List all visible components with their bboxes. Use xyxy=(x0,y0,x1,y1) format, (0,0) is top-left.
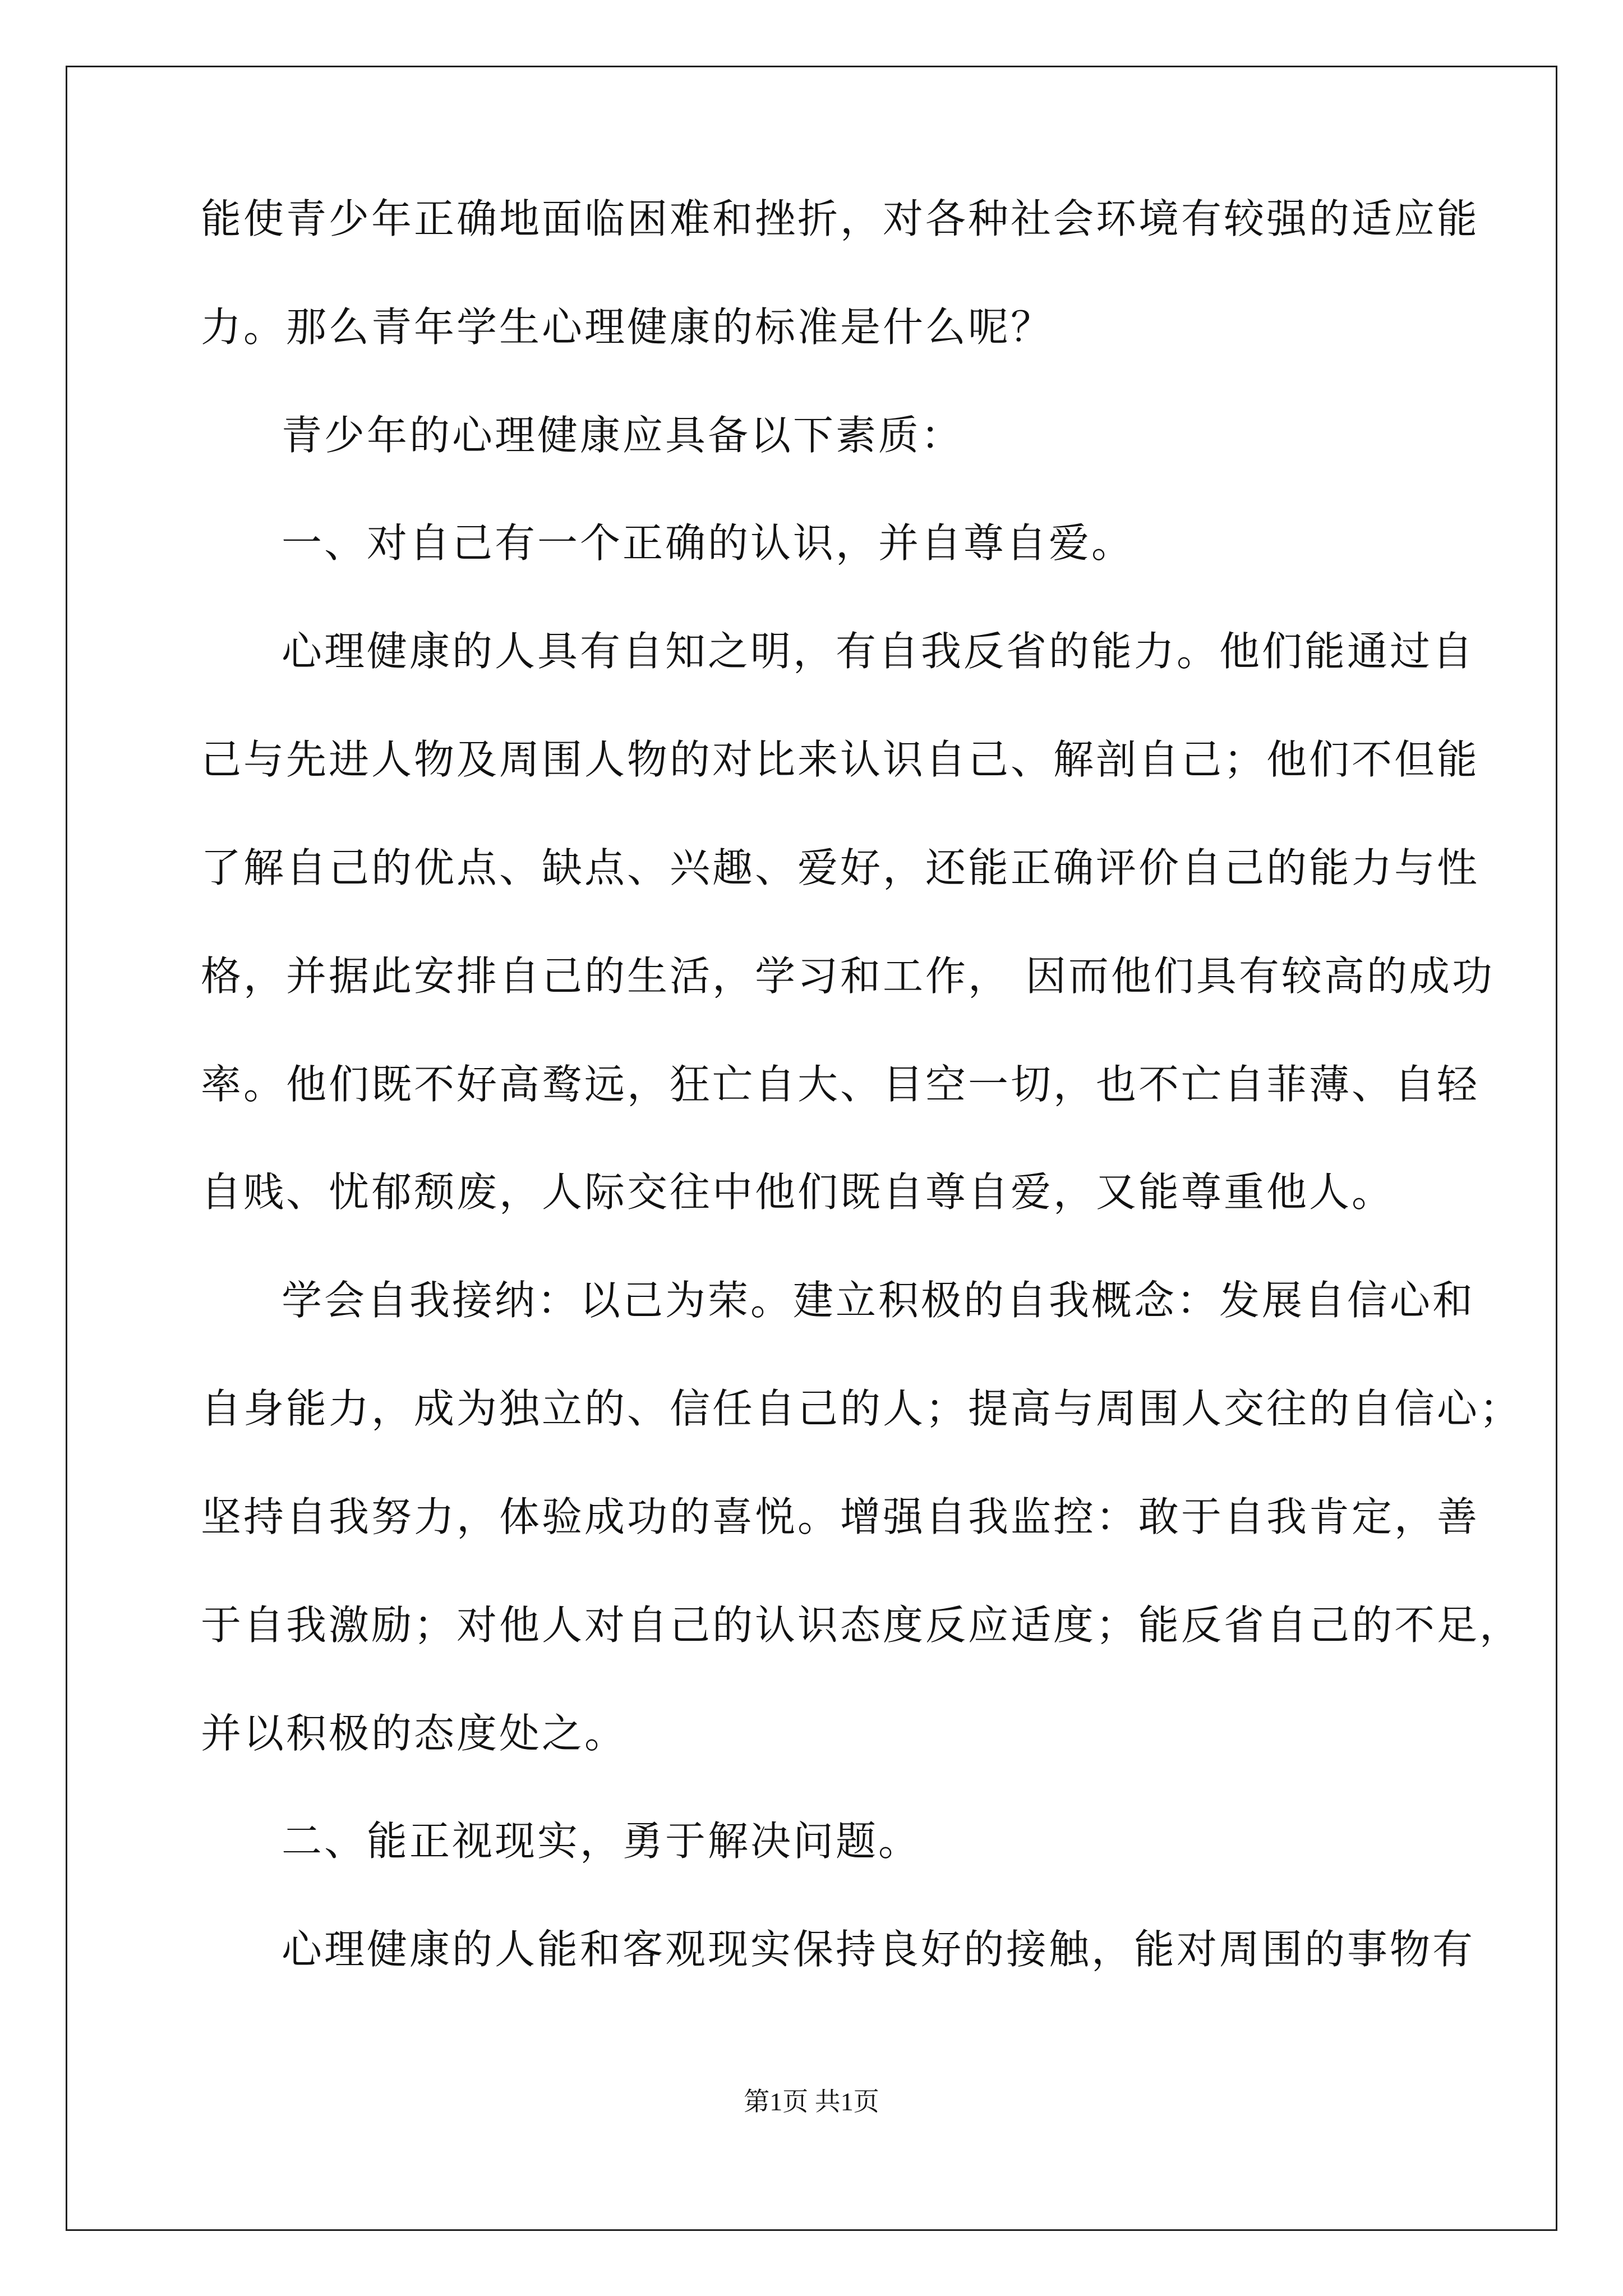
text-line: 率。他们既不好高鹜远，狂亡自大、目空一切，也不亡自菲薄、自轻 xyxy=(201,1061,1480,1108)
page-number: 第1页 共1页 xyxy=(744,2087,879,2116)
text-line: 力。那么青年学生心理健康的标准是什么呢？ xyxy=(201,303,1054,351)
text-line: 自贱、忧郁颓废，人际交往中他们既自尊自爱，又能尊重他人。 xyxy=(201,1168,1395,1216)
text-line: 了解自己的优点、缺点、兴趣、爱好，还能正确评价自己的能力与性 xyxy=(201,844,1480,891)
text-line: 坚持自我努力，体验成功的喜悦。增强自我监控：敢于自我肯定，善 xyxy=(201,1493,1480,1540)
text-line: 学会自我接纳：以己为荣。建立积极的自我概念：发展自信心和 xyxy=(282,1277,1476,1324)
text-line: 自身能力，成为独立的、信任自己的人；提高与周围人交往的自信心； xyxy=(201,1385,1523,1432)
text-line: 青少年的心理健康应具备以下素质： xyxy=(282,412,964,459)
text-line: 心理健康的人具有自知之明，有自我反省的能力。他们能通过自 xyxy=(282,628,1476,675)
text-line: 于自我激励；对他人对自己的认识态度反应适度；能反省自己的不足， xyxy=(201,1602,1523,1649)
page-border xyxy=(66,66,1557,2231)
text-line: 并以积极的态度处之。 xyxy=(201,1710,628,1757)
text-line: 己与先进人物及周围人物的对比来认识自己、解剖自己；他们不但能 xyxy=(201,736,1480,783)
text-line: 一、对自己有一个正确的认识，并自尊自爱。 xyxy=(282,519,1135,567)
text-line: 能使青少年正确地面临困难和挫折，对各种社会环境有较强的适应能 xyxy=(201,195,1480,242)
text-line: 心理健康的人能和客观现实保持良好的接触，能对周围的事物有 xyxy=(282,1926,1476,1973)
text-line: 二、能正视现实，勇于解决问题。 xyxy=(282,1818,921,1865)
text-line: 格，并据此安排自己的生活，学习和工作， 因而他们具有较高的成功 xyxy=(201,953,1495,1000)
